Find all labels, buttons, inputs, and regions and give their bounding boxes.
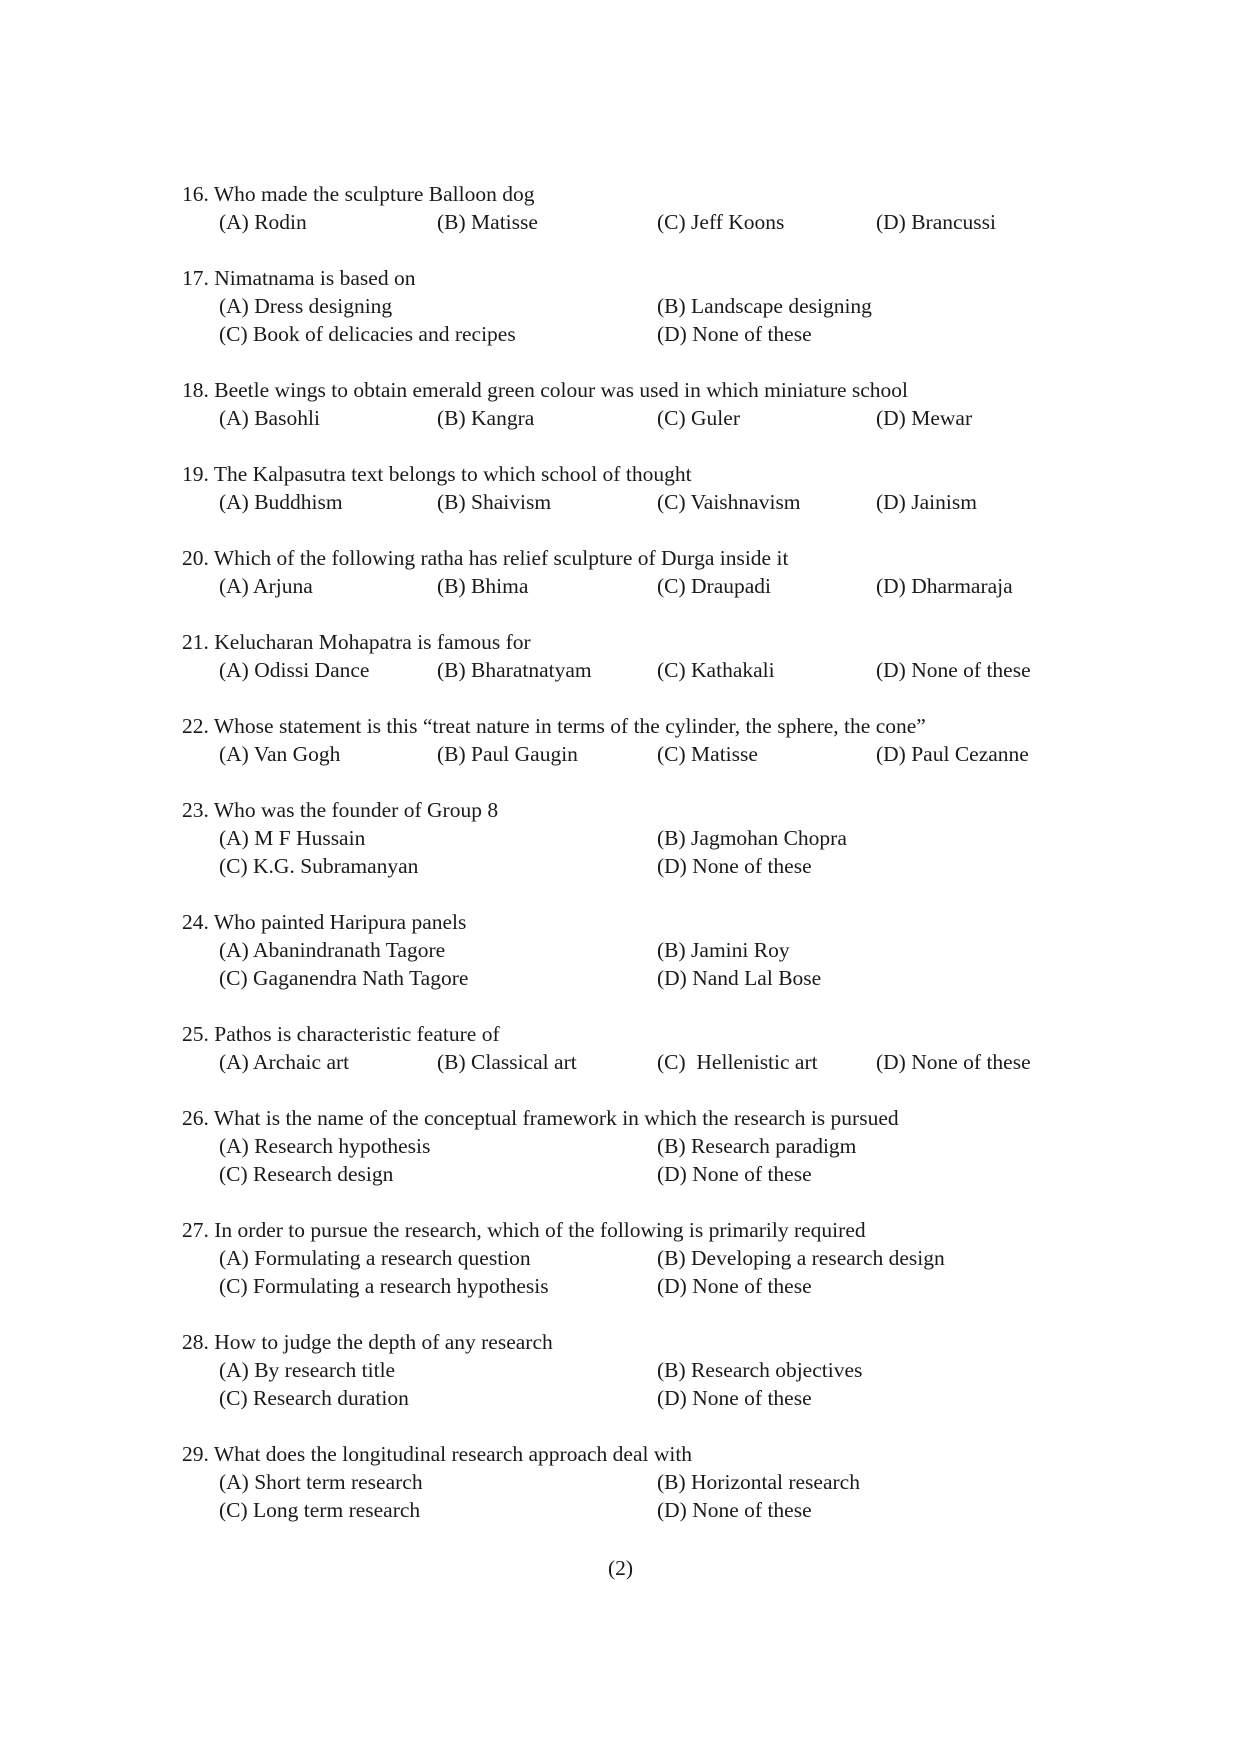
option-b: (B) Horizontal research: [657, 1470, 860, 1494]
option-b: (B) Bhima: [437, 574, 529, 598]
option-c: (C) Draupadi: [657, 574, 772, 598]
option-b: (B) Paul Gaugin: [437, 742, 578, 766]
question-28: [182, 1328, 1082, 1440]
option-d: (D) Nand Lal Bose: [657, 966, 822, 990]
option-d: (D) None of these: [657, 322, 812, 346]
option-c: (C) K.G. Subramanyan: [219, 854, 419, 878]
option-b: (B) Jagmohan Chopra: [657, 826, 847, 850]
option-a: (A) M F Hussain: [219, 826, 366, 850]
option-c: (C) Jeff Koons: [657, 210, 785, 234]
option-a: (A) Rodin: [219, 210, 307, 234]
option-d: (D) Paul Cezanne: [876, 742, 1029, 766]
question-27: [182, 1216, 1082, 1328]
option-d: (D) None of these: [657, 1386, 812, 1410]
question-stem: 19. The Kalpasutra text belongs to which school of thought: [182, 462, 692, 486]
option-d: (D) None of these: [876, 658, 1031, 682]
question-17: [182, 264, 1082, 376]
option-c: (C) Hellenistic art: [657, 1050, 818, 1074]
option-a: (A) Abanindranath Tagore: [219, 938, 446, 962]
question-stem: 20. Which of the following ratha has relief sculpture of Durga inside it: [182, 546, 789, 570]
question-list: [182, 180, 1082, 1552]
question-24: [182, 908, 1082, 1020]
question-stem: 28. How to judge the depth of any research: [182, 1330, 553, 1354]
option-b: (B) Classical art: [437, 1050, 577, 1074]
option-c: (C) Research design: [219, 1162, 394, 1186]
option-c: (C) Research duration: [219, 1386, 409, 1410]
option-d: (D) None of these: [657, 854, 812, 878]
option-b: (B) Bharatnatyam: [437, 658, 592, 682]
option-d: (D) Brancussi: [876, 210, 997, 234]
option-c: (C) Matisse: [657, 742, 758, 766]
option-a: (A) Formulating a research question: [219, 1246, 531, 1270]
option-d: (D) None of these: [657, 1274, 812, 1298]
option-a: (A) Research hypothesis: [219, 1134, 431, 1158]
option-a: (A) By research title: [219, 1358, 396, 1382]
option-b: (B) Kangra: [437, 406, 535, 430]
option-a: (A) Arjuna: [219, 574, 313, 598]
option-a: (A) Dress designing: [219, 294, 393, 318]
option-c: (C) Gaganendra Nath Tagore: [219, 966, 469, 990]
question-stem: 24. Who painted Haripura panels: [182, 910, 467, 934]
question-stem: 22. Whose statement is this “treat nature in terms of the cylinder, the sphere, the cone”: [182, 714, 926, 738]
option-b: (B) Research objectives: [657, 1358, 863, 1382]
option-d: (D) Dharmaraja: [876, 574, 1013, 598]
option-d: (D) None of these: [657, 1162, 812, 1186]
option-b: (B) Developing a research design: [657, 1246, 945, 1270]
option-c: (C) Guler: [657, 406, 740, 430]
option-c: (C) Book of delicacies and recipes: [219, 322, 516, 346]
question-18: [182, 376, 1082, 460]
option-d: (D) None of these: [657, 1498, 812, 1522]
question-stem: 27. In order to pursue the research, which of the following is primarily required: [182, 1218, 866, 1242]
question-stem: 17. Nimatnama is based on: [182, 266, 416, 290]
question-stem: 16. Who made the sculpture Balloon dog: [182, 182, 535, 206]
question-stem: 29. What does the longitudinal research approach deal with: [182, 1442, 693, 1466]
option-c: (C) Formulating a research hypothesis: [219, 1274, 549, 1298]
question-stem: 25. Pathos is characteristic feature of: [182, 1022, 500, 1046]
question-21: [182, 628, 1082, 712]
question-20: [182, 544, 1082, 628]
page-number: (2): [607, 1556, 634, 1580]
option-d: (D) Mewar: [876, 406, 973, 430]
option-b: (B) Shaivism: [437, 490, 552, 514]
option-b: (B) Landscape designing: [657, 294, 872, 318]
option-a: (A) Archaic art: [219, 1050, 350, 1074]
option-a: (A) Van Gogh: [219, 742, 341, 766]
option-b: (B) Jamini Roy: [657, 938, 790, 962]
option-b: (B) Research paradigm: [657, 1134, 857, 1158]
question-25: [182, 1020, 1082, 1104]
question-stem: 21. Kelucharan Mohapatra is famous for: [182, 630, 531, 654]
question-19: [182, 460, 1082, 544]
option-b: (B) Matisse: [437, 210, 538, 234]
question-stem: 18. Beetle wings to obtain emerald green colour was used in which miniature school: [182, 378, 909, 402]
option-d: (D) None of these: [876, 1050, 1031, 1074]
option-c: (C) Vaishnavism: [657, 490, 801, 514]
question-16: [182, 180, 1082, 264]
option-a: (A) Odissi Dance: [219, 658, 370, 682]
question-22: [182, 712, 1082, 796]
question-stem: 26. What is the name of the conceptual framework in which the research is pursued: [182, 1106, 899, 1130]
option-a: (A) Basohli: [219, 406, 320, 430]
option-a: (A) Short term research: [219, 1470, 423, 1494]
question-23: [182, 796, 1082, 908]
question-26: [182, 1104, 1082, 1216]
option-c: (C) Long term research: [219, 1498, 421, 1522]
option-c: (C) Kathakali: [657, 658, 775, 682]
question-29: [182, 1440, 1082, 1552]
option-a: (A) Buddhism: [219, 490, 343, 514]
question-stem: 23. Who was the founder of Group 8: [182, 798, 499, 822]
option-d: (D) Jainism: [876, 490, 977, 514]
